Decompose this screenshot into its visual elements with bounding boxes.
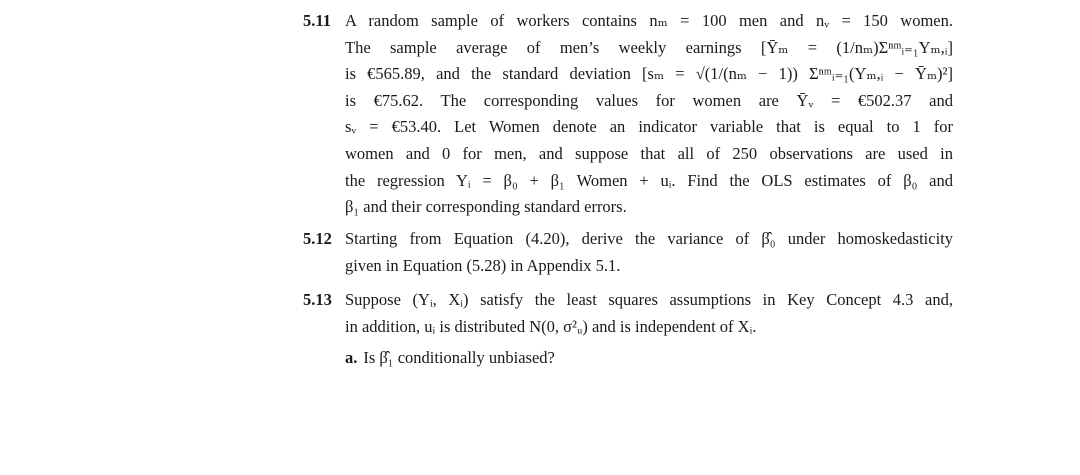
problem-text-line: women and 0 for men, and suppose that all of 250 observations are used in — [345, 143, 953, 163]
problem-number: 5.13 — [303, 290, 332, 309]
problem-text-line: in addition, uᵢ is distributed N(0, σ²ᵤ) and is independent of Xᵢ. — [345, 316, 757, 336]
sub-question-label: a. — [345, 348, 358, 367]
problem-text-line: is €565.89, and the standard deviation [sₘ = √(1/(nₘ − 1)) Σⁿᵐᵢ₌₁(Yₘ,ᵢ − Ȳₘ)²] — [345, 64, 953, 84]
problem-number: 5.12 — [303, 229, 332, 248]
problem-text-line: Suppose (Yᵢ, Xᵢ) satisfy the least squares assumptions in Key Concept 4.3 and, — [345, 290, 953, 309]
problem-5-13 — [303, 287, 953, 340]
problem-text-line: β₁ and their corresponding standard errors. — [345, 197, 627, 217]
problem-text-line: sᵥ = €53.40. Let Women denote an indicator variable that is equal to 1 for — [345, 117, 953, 137]
problem-text-line: Starting from Equation (4.20), derive the variance of β̂₀ under homoskedasticity — [345, 229, 953, 248]
problem-text-line: the regression Yᵢ = β₀ + β₁ Women + uᵢ. Find the OLS estimates of β₀ and — [345, 170, 953, 190]
sub-question-text: Is β̂₁ conditionally unbiased? — [363, 348, 555, 367]
problem-text-line: A random sample of workers contains nₘ = 100 men and nᵥ = 150 women. — [345, 11, 953, 30]
sub-question-a — [345, 345, 945, 372]
problem-text-line: given in Equation (5.28) in Appendix 5.1. — [345, 255, 621, 275]
problem-5-11 — [303, 8, 953, 221]
problem-number: 5.11 — [303, 11, 331, 30]
problem-text-line: is €75.62. The corresponding values for women are Ȳᵥ = €502.37 and — [345, 90, 953, 110]
problem-5-12 — [303, 226, 953, 279]
problem-text-line: The sample average of men’s weekly earnings [Ȳₘ = (1/nₘ)Σⁿᵐᵢ₌₁Yₘ,ᵢ] — [345, 37, 953, 57]
